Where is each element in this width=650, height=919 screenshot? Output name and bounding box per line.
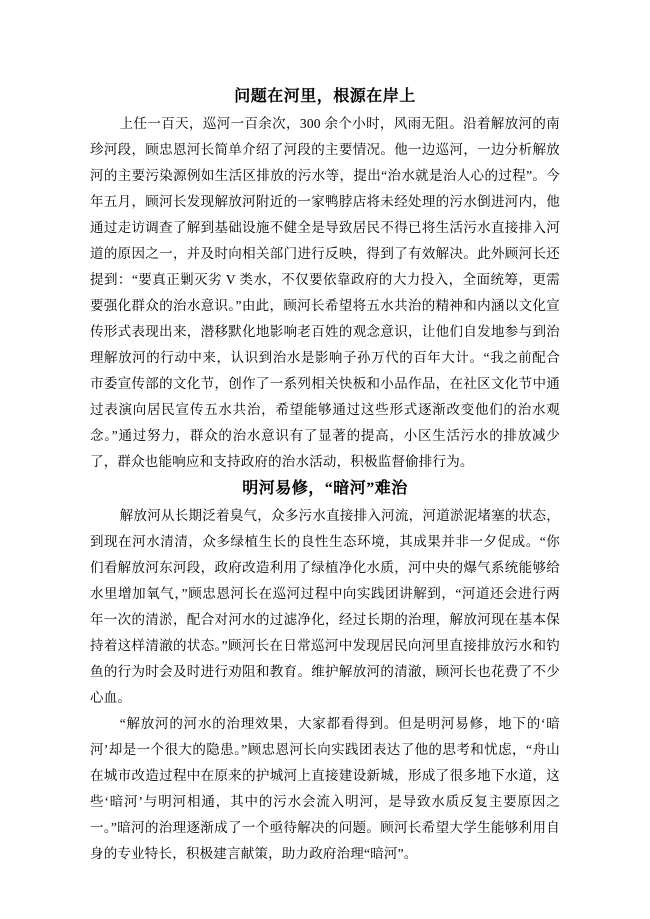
paragraph-1: 上任一百天，巡河一百余次，300 余个小时，风雨无阻。沿着解放河的南珍河段，顾忠恩河长简单介绍了河段的主要情况。他一边巡河，一边分析解放河的主要污染源例如生活区排放的污水等，提出“治水就是治人心的过程”。今年五月，顾河长发现解放河附近的一家鸭脖店将未经处理的污水倒进河内，他通过走访调查了解到基础设施不健全是导致居民不得已将生活污水直接排入河道的原因之一，并及时向相关部门进行反映，得到了有效解决。此外顾河长还提到：“要真正剿灭劣 V 类水，不仅要依靠政府的大力投入，全面统筹，更需要强化群众的治水意识。”由此，顾河长希望将五水共治的精神和内涵以文化宣传形式表现出来，潜移默化地影响老百姓的观念意识，让他们自发地参与到治理解放河的行动中来，认识到治水是影响子孙万代的百年大计。“我之前配合市委宣传部的文化节，创作了一系列相关快板和小品作品，在社区文化节中通过表演向居民宣传五水共治，希望能够通过这些形式逐渐改变他们的治水观念。”通过努力，群众的治水意识有了显著的提高，小区生活污水的排放减少了，群众也能响应和支持政府的治水活动，积极监督偷排行为。 [90, 116, 560, 469]
section-heading-1: 问题在河里，根源在岸上 [234, 88, 416, 105]
paragraph-2: 解放河从长期泛着臭气，众多污水直接排入河流，河道淤泥堵塞的状态，到现在河水清清，众多绿植生长的良性生态环境，其成果并非一夕促成。“你们看解放河东河段，政府改造利用了绿植净化水质，河中央的爆气系统能够给水里增加氧气，”顾忠恩河长在巡河过程中向实践团讲解到，“河道还会进行两年一次的清淤，配合对河水的过滤净化，经过长期的治理，解放河现在基本保持着这样清澈的状态。”顾河长在日常巡河中发现居民向河里直接排放污水和钓鱼的行为时会及时进行劝阻和教育。维护解放河的清澈，顾河长也花费了不少心血。 [90, 508, 560, 705]
paragraph-3: “解放河的河水的治理效果，大家都看得到。但是明河易修，地下的‘暗河’却是一个很大的隐患。”顾忠恩河长向实践团表达了他的思考和忧虑，“舟山在城市改造过程中在原来的护城河上直接建设新城，形成了很多地下水道，这些‘暗河’与明河相通，其中的污水会流入明河，是导致水质反复主要原因之一。”暗河的治理逐渐成了一个亟待解决的问题。顾河长希望大学生能够利用自身的专业特长，积极建言献策，助力政府治理“暗河”。 [90, 716, 560, 861]
section-heading-2: 明河易修，“暗河”难治 [242, 480, 408, 497]
